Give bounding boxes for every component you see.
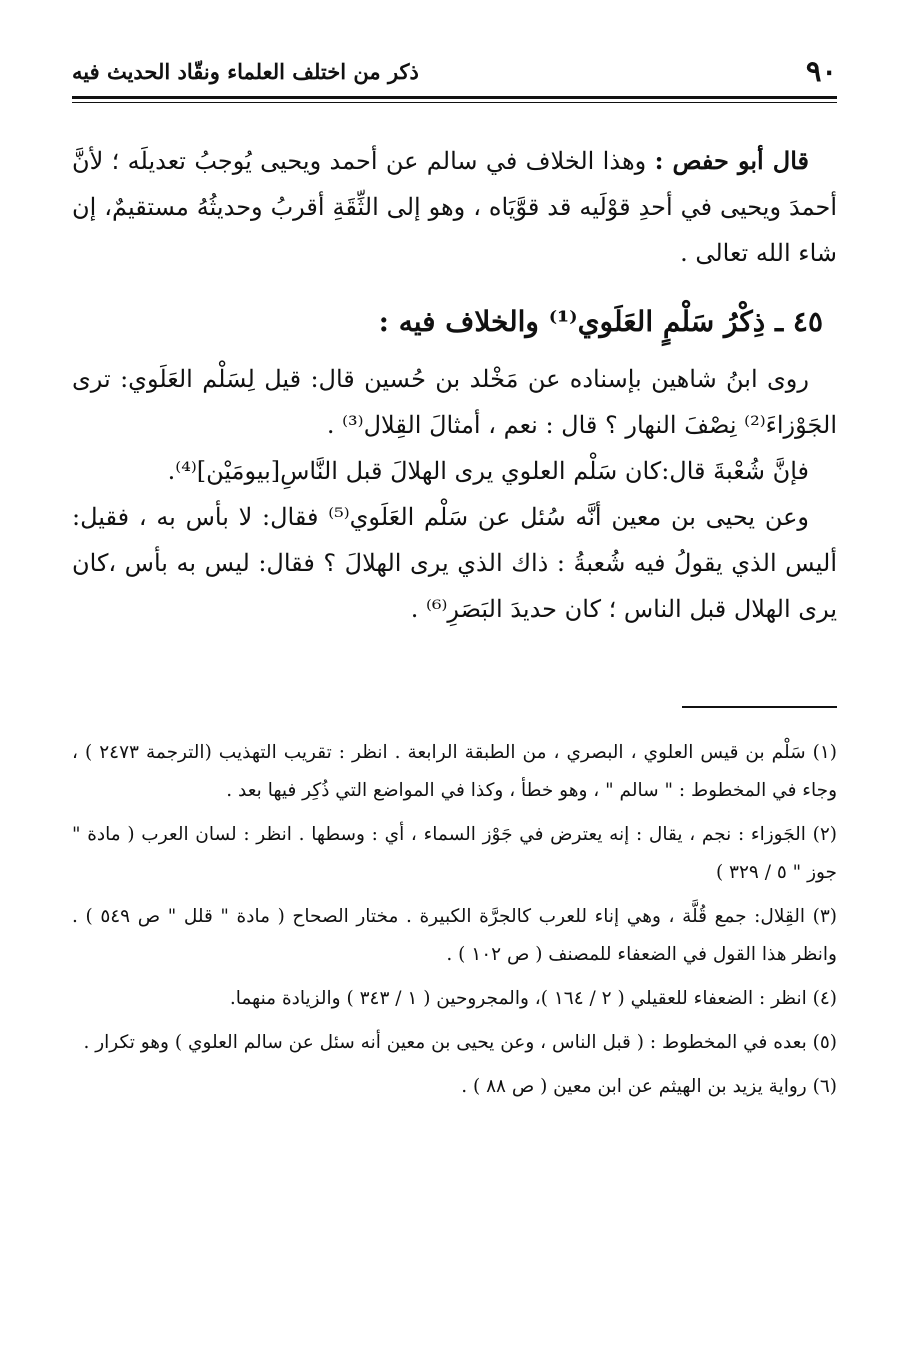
footnote-1: (١) سَلْم بن قيس العلوي ، البصري ، من الطبقة الرابعة . انظر : تقريب التهذيب (الترجمة ٢٤٧٣ ) ، وجاء في المخطوط : " سالم " ، وهو خطأ ، وكذا في المواضع التي ذُكِر فيها بعد . bbox=[72, 742, 837, 801]
footnote-6: (٦) رواية يزيد بن الهيثم عن ابن معين ( ص ٨٨ ) . bbox=[461, 1076, 837, 1097]
header-rule-thin bbox=[72, 102, 837, 103]
footnote-5: (٥) بعده في المخطوط : ( قبل الناس ، وعن يحيى بن معين أنه سئل عن سالم العلوي ) وهو تكرار . bbox=[83, 1032, 837, 1053]
page-number: ٩٠ bbox=[805, 54, 837, 88]
footnote-3: (٣) القِلال: جمع قُلَّة ، وهي إناء للعرب كالجرَّة الكبيرة . مختار الصحاح ( مادة " قلل " ص ٥٤٩ ) . وانظر هذا القول في الضعفاء للمصنف ( ص ١٠٢ ) . bbox=[72, 906, 837, 965]
footnote-4: (٤) انظر : الضعفاء للعقيلي ( ٢ / ١٦٤ )، والمجروحين ( ١ / ٣٤٣ ) والزيادة منهما. bbox=[229, 988, 837, 1009]
main-text bbox=[72, 138, 837, 632]
section-heading: ٤٥ ـ ذِكْرُ سَلْمٍ العَلَوي⁽¹⁾ والخلاف فيه : bbox=[378, 305, 823, 338]
running-title: ذكر من اختلف العلماء ونقّاد الحديث فيه bbox=[72, 58, 419, 84]
paragraph-ibn-shahin: روى ابنُ شاهين بإسناده عن مَخْلد بن حُسين قال: قيل لِسَلْم العَلَوي: ترى الجَوْزاءَ⁽²⁾ نِصْفَ النهار ؟ قال : نعم ، أمثالَ القِلال⁽³⁾ . bbox=[72, 365, 837, 439]
footnotes bbox=[72, 734, 837, 1112]
paragraph-ibn-maeen: وعن يحيى بن معين أنَّه سُئل عن سَلْم العَلَوي⁽⁵⁾ فقال: لا بأس به ، فقيل: أليس الذي يقولُ فيه شُعبةُ : ذاك الذي يرى الهلالَ ؟ فقال: ليس به بأس ،كان يرى الهلال قبل الناس ؛ كان حديدَ البَصَرِ⁽⁶⁾ . bbox=[72, 503, 838, 623]
page-header bbox=[72, 52, 837, 90]
header-rule-thick bbox=[72, 96, 837, 99]
footnote-2: (٢) الجَوزاء : نجم ، يقال : إنه يعترض في جَوْز السماء ، أي : وسطها . انظر : لسان العرب ( مادة " جوز " ٥ / ٣٢٩ ) bbox=[72, 824, 837, 883]
paragraph-lead: قال أبو حفص : bbox=[654, 146, 809, 175]
paragraph-abu-hafs bbox=[72, 138, 837, 276]
paragraph-shuba: فإنَّ شُعْبةَ قال:كان سَلْم العلوي يرى الهلالَ قبل النَّاسِ[بيومَيْن]⁽⁴⁾. bbox=[167, 457, 809, 485]
paragraph-text: وهذا الخلاف في سالم عن أحمد ويحيى يُوجبُ تعديلَه ؛ لأنَّ أحمدَ ويحيى في أحدِ قوْلَيه قد قوَّيَاه ، وهو إلى الثِّقَةِ أقربُ وحديثُهُ مستقيمٌ، إن شاء الله تعالى . bbox=[72, 147, 837, 267]
footnote-separator bbox=[682, 706, 837, 708]
